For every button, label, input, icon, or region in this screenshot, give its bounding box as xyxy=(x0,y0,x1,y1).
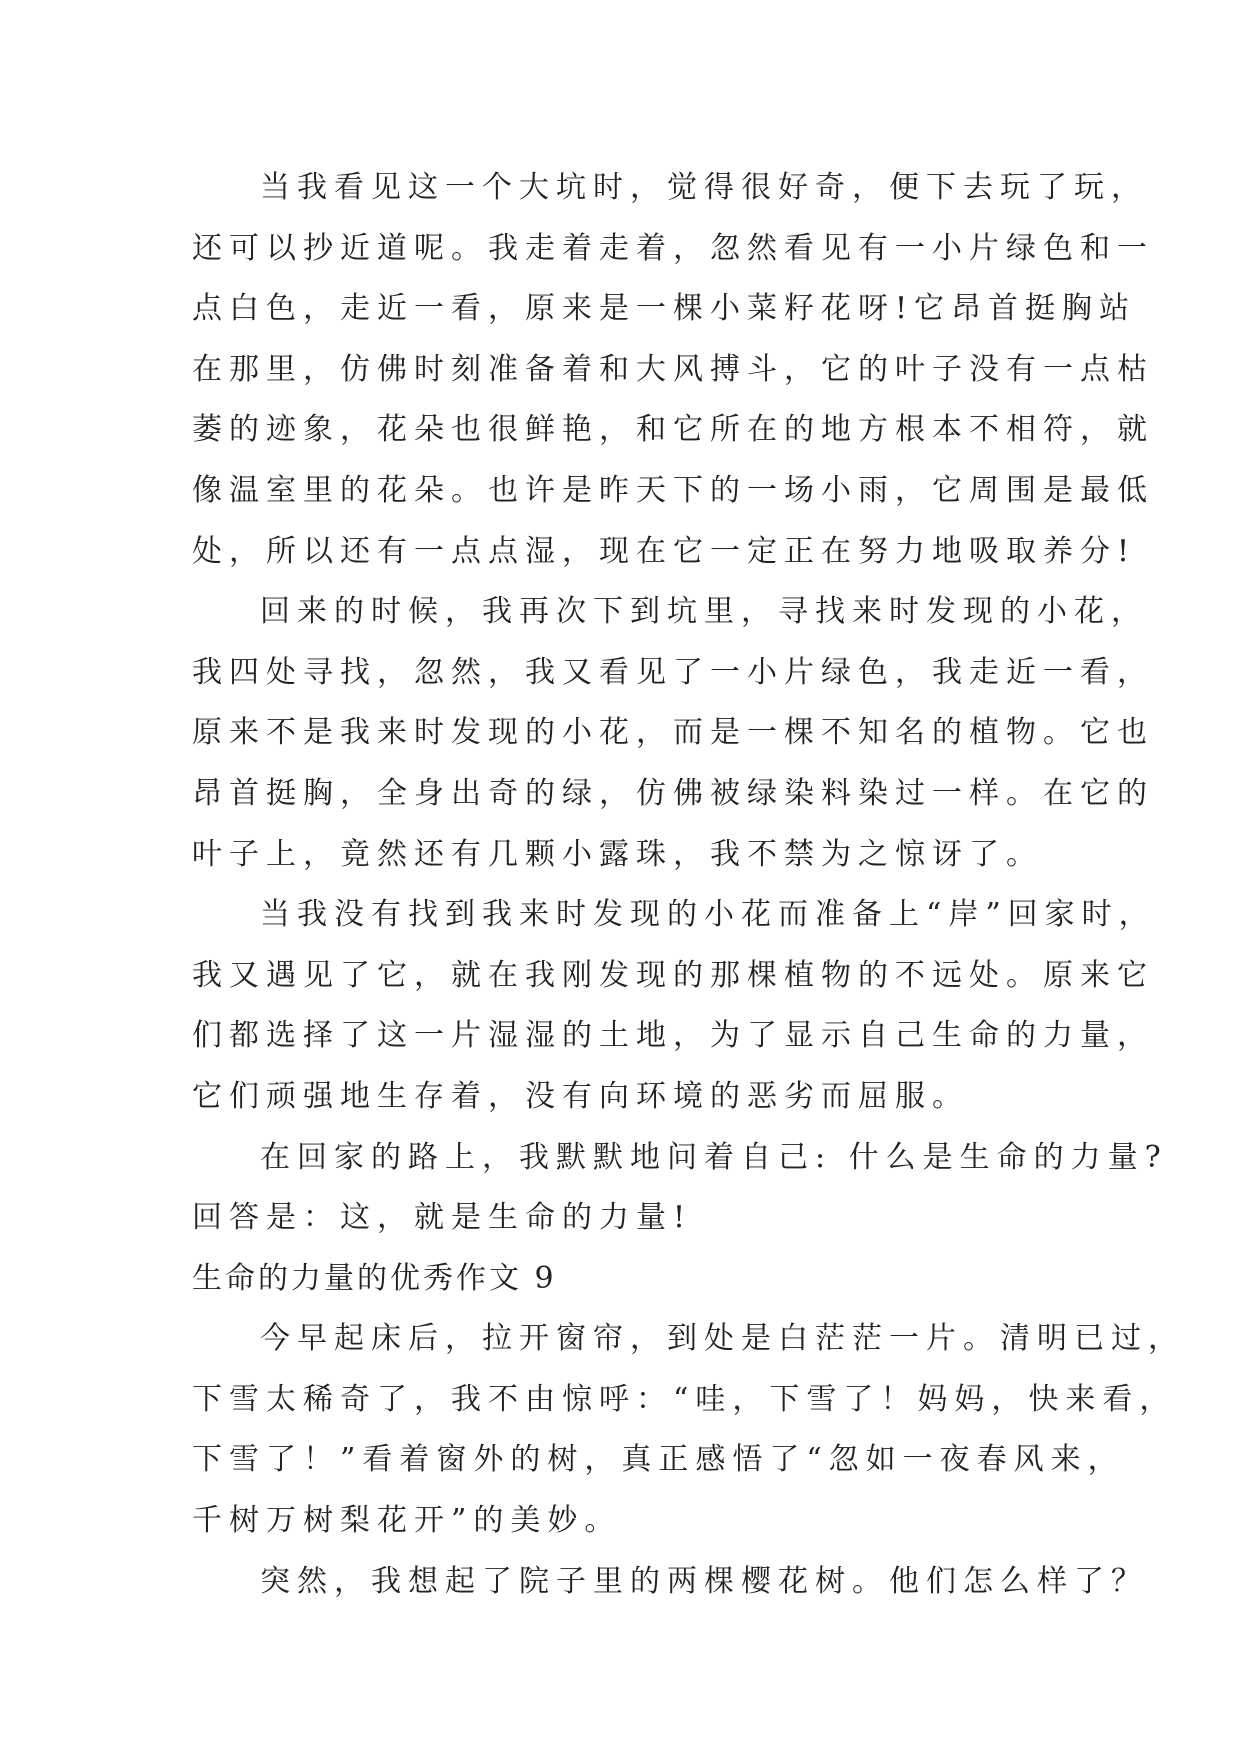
text-line: 突然，我想起了院子里的两棵樱花树。他们怎么样了？ xyxy=(260,1563,1148,1599)
text-line: 们都选择了这一片湿湿的土地，为了显示自己生命的力量， xyxy=(192,1018,1154,1054)
paragraph xyxy=(192,885,1156,1127)
paragraph xyxy=(192,1128,1168,1249)
text-line: 昂首挺胸，全身出奇的绿，仿佛被绿染料染过一样。在它的 xyxy=(192,775,1154,811)
text-line: 下雪太稀奇了，我不由惊呼：“哇，下雪了！妈妈，快来看， xyxy=(192,1381,1177,1417)
text-line: 叶子上，竟然还有几颗小露珠，我不禁为之惊讶了。 xyxy=(192,836,1043,872)
text-line: 点白色，走近一看，原来是一棵小菜籽花呀!它昂首挺胸站 xyxy=(192,291,1137,327)
text-line: 它们顽强地生存着，没有向环境的恶劣而屈服。 xyxy=(192,1078,969,1114)
text-line: 我四处寻找，忽然，我又看见了一小片绿色，我走近一看， xyxy=(192,654,1154,690)
text-line: 原来不是我来时发现的小花，而是一棵不知名的植物。它也 xyxy=(192,715,1154,751)
text-line: 当我没有找到我来时发现的小花而准备上“岸”回家时， xyxy=(260,897,1156,933)
text-line: 还可以抄近道呢。我走着走着，忽然看见有一小片绿色和一 xyxy=(192,230,1154,266)
text-line: 在回家的路上，我默默地问着自己: 什么是生命的力量? xyxy=(260,1139,1168,1175)
paragraph xyxy=(192,582,1154,885)
text-line: 千树万树梨花开”的美妙。 xyxy=(192,1503,622,1539)
text-line: 下雪了！”看着窗外的树，真正感悟了“忽如一夜春风来， xyxy=(192,1442,1125,1478)
text-line: 回来的时候，我再次下到坑里，寻找来时发现的小花， xyxy=(260,594,1148,630)
section-heading: 生命的力量的优秀作文 9 xyxy=(192,1260,557,1296)
text-line: 今早起床后，拉开窗帘，到处是白茫茫一片。清明已过， xyxy=(260,1321,1185,1357)
paragraph xyxy=(192,158,1154,582)
text-line: 像温室里的花朵。也许是昨天下的一场小雨，它周围是最低 xyxy=(192,472,1154,508)
text-line: 回答是：这，就是生命的力量! xyxy=(192,1200,693,1236)
paragraph xyxy=(192,1309,1185,1551)
text-line: 处，所以还有一点点湿，现在它一定正在努力地吸取养分! xyxy=(192,533,1137,569)
text-line: 萎的迹象，花朵也很鲜艳，和它所在的地方根本不相符，就 xyxy=(192,412,1154,448)
text-line: 在那里，仿佛时刻准备着和大风搏斗，它的叶子没有一点枯 xyxy=(192,351,1154,387)
text-line: 当我看见这一个大坑时，觉得很好奇，便下去玩了玩， xyxy=(260,170,1148,205)
essay-body xyxy=(192,158,1185,1612)
paragraph xyxy=(192,1552,1148,1613)
text-line: 我又遇见了它，就在我刚发现的那棵植物的不远处。原来它 xyxy=(192,957,1154,993)
